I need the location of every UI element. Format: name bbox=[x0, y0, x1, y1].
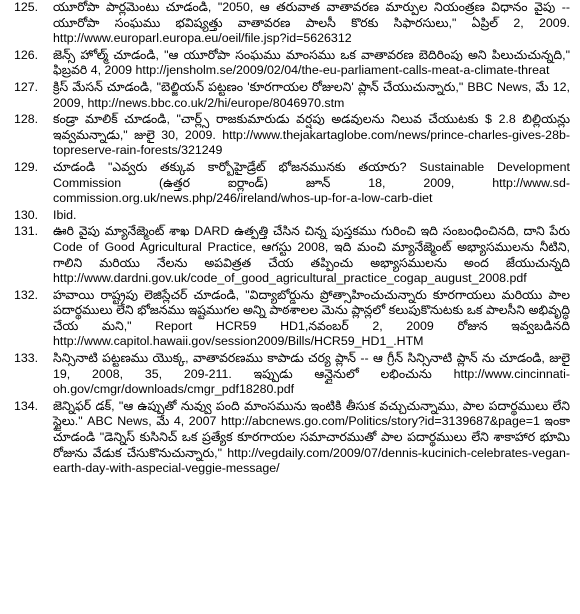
endnote-number: 131. bbox=[14, 224, 39, 239]
endnote-128 bbox=[0, 112, 570, 159]
endnote-number: 132. bbox=[14, 287, 39, 302]
endnote-131 bbox=[0, 224, 570, 286]
endnote-number: 133. bbox=[14, 351, 39, 366]
endnote-number: 128. bbox=[14, 112, 39, 127]
endnote-number: 125. bbox=[14, 0, 39, 14]
endnote-number: 127. bbox=[14, 79, 39, 94]
endnote-127 bbox=[0, 80, 570, 111]
endnote-text: కండ్రా మాలిక్ చూడండి, "చార్ల్స్ రాజకుమారుడు వర్షపు అడవులను నిలువ చేయుటకు $ 2.8 బిల్లియన్లు ఇవ్వమన్నాడు," జులై 30, 2009. http://www.thejakartaglobe.com/news/prince-charles-gives-28b-topreserve-rain-forests/321249 bbox=[53, 112, 570, 158]
endnote-text: సిన్సినాటి పట్టణము యొక్క, వాతావరణము కాపాడు చర్య ప్లాన్ -- ఆ గ్రీన్ సిన్సినాటి ప్లాన్ ను చూడండి, జులై 19, 2008, 35, 209-211. ఇప్పుడు ఆన్లైనులో లభించును http://www.cincinnati-oh.gov/cmgr/downloads/cmgr_pdf18280.pdf bbox=[53, 351, 570, 397]
endnote-text: Ibid. bbox=[53, 207, 77, 222]
endnote-text: జెన్నిఫర్ డక్, "ఆ ఉప్పుతో నువ్వు పంది మాంసమును ఇంటికి తీసుక వచ్చుచున్నాము, పాల పదార్థములు లేని స్టైలు." ABC News, మే 4, 2007 http://abcnews.go.com/Politics/story?id=3139687&page=1 ఇంకా చూడండి "డెన్నిస్ కుసినిచ్ ఒక ప్రత్యేక కూరగాయల సమాచారముతో పాల పదార్థములు లేని శాకాహార భూమి రోజును వేడుక చేసుకొనుచున్నారు," http://vegdaily.com/2009/07/dennis-kucinich-celebrates-vegan-earth-day-with-aspecial-veggie-message/ bbox=[53, 398, 570, 476]
endnote-133 bbox=[0, 351, 570, 398]
endnote-125 bbox=[0, 0, 570, 47]
endnote-134 bbox=[0, 399, 570, 477]
endnote-text: చూడండి "ఎవ్వరు తక్కువ కార్బోహైడ్రేట్ భోజనమునకు తయారు? Sustainable Development Commission (ఉత్తర ఐర్లాండ్) జూన్ 18, 2009, http://www.sd-commission.org.uk/news.php/246/ireland/whos-up-for-a-low-carb-diet bbox=[53, 159, 570, 206]
endnote-129 bbox=[0, 160, 570, 207]
endnote-number: 126. bbox=[14, 47, 39, 62]
endnote-text: జెన్స్ హోల్మ్ చూడండి, "ఆ యూరోపా సంఘము మాంసము ఒక వాతావరణ బెదిరింపు అని పిలుచుచున్నది," ఫిబ్రవరి 4, 2009 http://jensholm.se/2009/02/04/the-eu-parliament-calls-meat-a-climate-threat bbox=[53, 47, 570, 78]
endnote-130 bbox=[0, 208, 570, 224]
endnote-text: యూరోపా పార్లమెంటు చూడండి, "2050, ఆ తరువాత వాతావరణ మార్పుల నియంత్రణ విధానం వైపు -- యూరోపా సంఘము భవిష్యత్తు వాతావరణ పాలసీ కొరకు సిఫారసులు," ఏప్రిల్ 2, 2009. http://www.europarl.europa.eu/oeil/file.jsp?id=5626312 bbox=[53, 0, 570, 46]
endnote-number: 130. bbox=[14, 207, 39, 222]
endnote-text: హవాయి రాష్ట్రపు లెజిస్లేచర్ చూడండి, "విద్యాబోర్డును ప్రోత్సాహించుచున్నారు కూరగాయలు మరియు పాల పదార్థములు లేని భోజనము ఇష్టముగల అన్ని పాఠశాలల మెను ప్లాన్లలో కలుపుకొనుటకు ఒక పాలసీని అభివృద్ధి చేయ మని," Report HCR59 HD1,నవంబర్ 2, 2009 రోజున ఇవ్వబడినది http://www.capitol.hawaii.gov/session2009/Bills/HCR59_HD1_.HTM bbox=[53, 287, 570, 349]
endnote-126 bbox=[0, 48, 570, 79]
endnote-132 bbox=[0, 288, 570, 350]
endnote-text: ఊరి వైపు మ్యానేజ్మెంట్ శాఖ DARD ఉత్పత్తి చేసిన చిన్న పుస్తకము గురించి ఇది సంబంధించినది, దాని పేరు Code of Good Agricultural Practice, ఆగస్టు 2008, ఇది మంచి మ్యానేజ్మెంట్ అభ్యాసములను నీటిని, గాలిని మరియు నేలను అపవిత్రత చేయ తప్పించు అభ్యాసములను అంద జేయుచున్నది http://www.dardni.gov.uk/code_of_good_agricultural_practice_cogap_august_2008.pdf bbox=[53, 224, 570, 286]
endnote-number: 134. bbox=[14, 398, 39, 413]
endnote-number: 129. bbox=[14, 159, 39, 174]
endnote-text: క్రిస్ మేసన్ చూడండి, "బెల్జియన్ పట్టణం 'కూరగాయల రోజులని' ప్లాన్ చేయుచున్నారు," BBC News, మే 12, 2009, http://news.bbc.co.uk/2/hi/europe/8046970.stm bbox=[53, 79, 570, 110]
